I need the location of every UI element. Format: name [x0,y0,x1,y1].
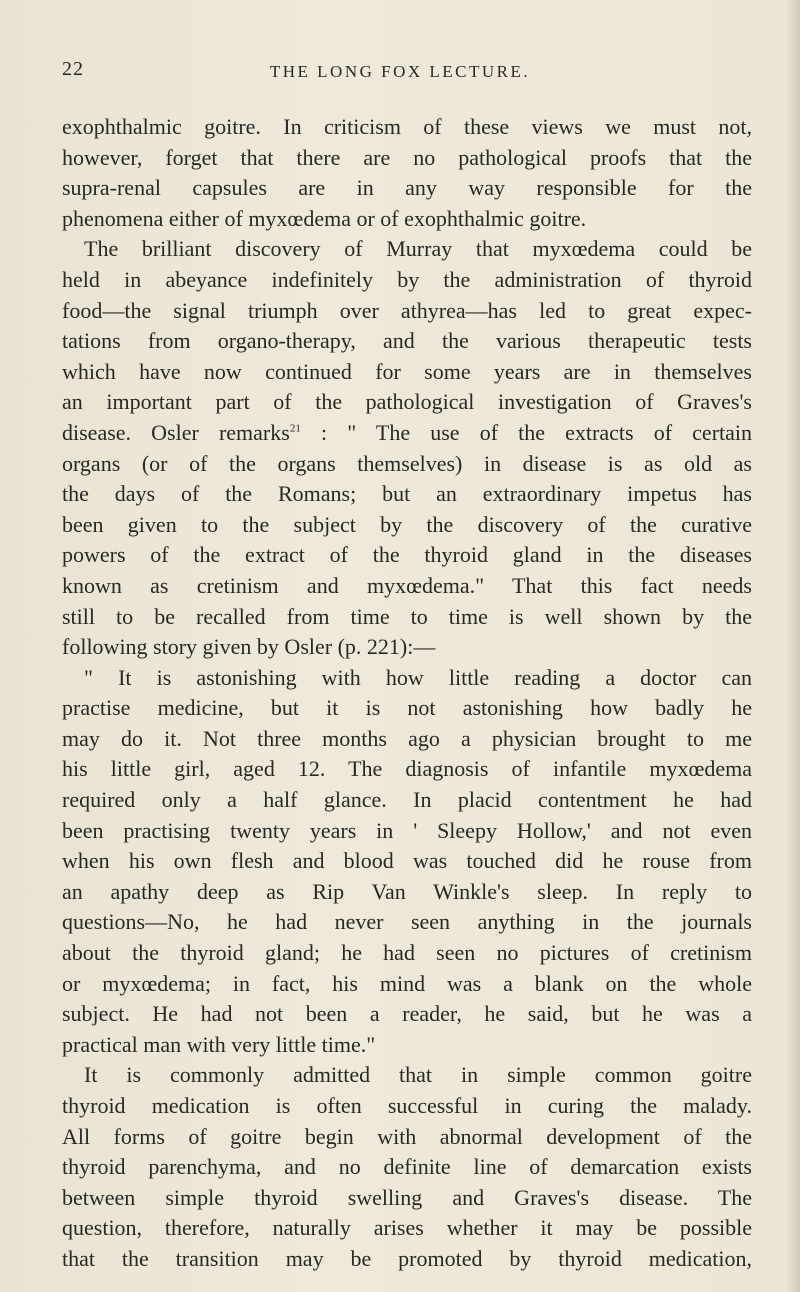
text-line: phenomena either of myxœdema or of exophthalmic goitre. [62,205,587,231]
text-line: food—the signal triumph over athyrea—has led to great expec- [62,297,752,323]
text-line: powers of the extract of the thyroid gland in the diseases [62,542,752,568]
body-text [62,112,752,1275]
text-line: been practising twenty years in ' Sleepy Hollow,' and not even [62,817,752,843]
text-line: when his own flesh and blood was touched did he rouse from [62,848,752,874]
text-line: thyroid medication is often successful in curing the malady. [62,1093,752,1118]
text-line: thyroid parenchyma, and no definite line of demarcation exists [62,1154,752,1180]
text-line: known as cretinism and myxœdema." That this fact needs [62,572,752,598]
text-line: practical man with very little time." [62,1031,376,1057]
text-line: required only a half glance. In placid contentment he had [62,787,752,813]
text-line: his little girl, aged 12. The diagnosis of infantile myxœdema [62,756,752,782]
text-line: It is commonly admitted that in simple common goitre [84,1062,752,1088]
running-head: THE LONG FOX LECTURE. [269,62,531,81]
text-line: question, therefore, naturally arises whether it may be possible [62,1215,752,1241]
text-line: that the transition may be promoted by thyroid medication, [62,1245,752,1271]
text-line: " It is astonishing with how little reading a doctor can [84,664,752,690]
page-edge-shadow [786,0,800,1292]
text-line: may do it. Not three months ago a physician brought to me [62,725,752,751]
footnote-reference: 21 [289,422,301,435]
text-line: held in abeyance indefinitely by the administration of thyroid [62,266,752,292]
text-line: about the thyroid gland; he had seen no pictures of cretinism [62,940,752,966]
text-line: which have now continued for some years are in themselves [62,358,752,384]
text-line: All forms of goitre begin with abnormal development of the [62,1123,752,1149]
text-line: questions—No, he had never seen anything in the journals [62,909,752,935]
text-line: practise medicine, but it is not astonishing how badly he [62,695,752,721]
text-line: subject. He had not been a reader, he said, but he was a [62,1001,752,1027]
text-line: an important part of the pathological investigation of Graves's [62,389,752,415]
text-line: still to be recalled from time to time is well shown by the [62,603,752,629]
text-line: organs (or of the organs themselves) in disease is as old as [62,450,752,476]
text-line: the days of the Romans; but an extraordinary impetus has [62,481,752,507]
text-line: between simple thyroid swelling and Graves's disease. The [62,1184,752,1210]
text-segment: : " The use of the extracts of certain [320,419,753,445]
text-line: or myxœdema; in fact, his mind was a blank on the whole [62,970,752,996]
text-segment: disease. Osler remarks [62,419,290,445]
text-line: supra-renal capsules are in any way responsible for the [62,175,752,201]
text-line: an apathy deep as Rip Van Winkle's sleep. In reply to [62,878,752,904]
page-number: 22 [62,58,84,80]
text-line: been given to the subject by the discovery of the curative [62,511,752,537]
text-line: The brilliant discovery of Murray that myxœdema could be [84,236,752,262]
text-line-with-footnote [62,418,752,449]
text-line: exophthalmic goitre. In criticism of these views we must not, [62,114,752,139]
text-line: however, forget that there are no pathological proofs that the [62,144,752,170]
text-line: tations from organo-therapy, and the various therapeutic tests [62,328,752,354]
text-line: following story given by Osler (p. 221):— [62,634,436,660]
